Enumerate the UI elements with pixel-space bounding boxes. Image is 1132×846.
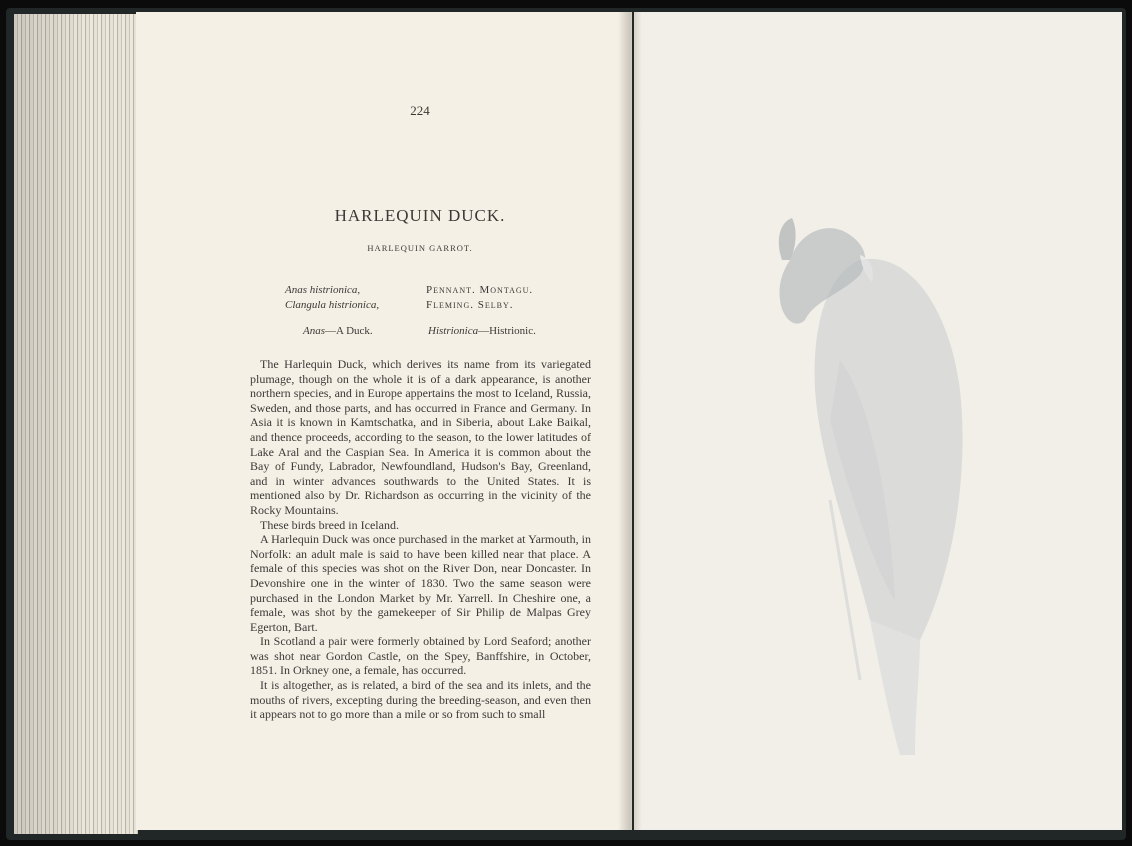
etymology-meaning: —Histrionic. (478, 325, 536, 337)
page-edges-shadow (14, 14, 138, 834)
chapter-subtitle: HARLEQUIN GARROT. (367, 243, 473, 253)
synonym-authors (426, 283, 533, 313)
etymology-term: Histrionica (428, 325, 479, 337)
page-number: 224 (410, 103, 430, 118)
paragraph: A Harlequin Duck was once purchased in the market at Yarmouth, in Norfolk: an adult male is said to have been killed near that place. A female of this species was shot on the River Don, near Doncaster. In Devonshire one in the winter of 1830. Two the same season were purchased in the London Market by Mr. Yarrell. In Cheshire one, a female, was shot by the gamekeeper of Sir Philip de Malpas Grey Egerton, Bart. (250, 532, 591, 634)
bird-tail (870, 620, 920, 755)
etymology-2 (428, 325, 536, 337)
paragraph: The Harlequin Duck, which derives its name from its variegated plumage, though on the whole it is of a dark appearance, is another northern species, and in Europe appertains the most to Iceland, Russia, Sweden, and those parts, and has occurred in France and Germany. In Asia it is known in Kamtschatka, and in Siberia, about Lake Baikal, and thence proceeds, according to the season, to the lower latitudes of Lake Aral and the Caspian Sea. In America it is common about the Bay of Fundy, Labrador, Newfoundland, Hudson's Bay, Greenland, and in winter advances southwards to the United States. It is mentioned also by Dr. Richardson as occurring in the vicinity of the Rocky Mountains. (250, 357, 591, 517)
etymology-1 (303, 325, 373, 337)
chapter-title: HARLEQUIN DUCK. (334, 206, 506, 225)
etymology-meaning: —A Duck. (325, 325, 373, 337)
book-gutter (618, 12, 642, 830)
synonym-name: Clangula histrionica, (285, 299, 380, 311)
synonym-name: Anas histrionica, (285, 284, 361, 296)
bird-plate-showthrough (720, 200, 980, 760)
bird-body (815, 259, 963, 658)
body-text (250, 357, 591, 722)
paragraph: It is altogether, as is related, a bird of the sea and its inlets, and the mouths of rivers, excepting during the breeding-season, and even then it appears not to go more than a mile or so from such to small (250, 678, 591, 722)
paragraph: These birds breed in Iceland. (260, 517, 399, 532)
synonym-authors: Fleming. Selby. (426, 299, 514, 311)
synonym-authors: Pennant. Montagu. (426, 284, 534, 296)
paragraph: In Scotland a pair were formerly obtained by Lord Seaford; another was shot near Gordon Castle, on the Spey, Banffshire, in October, 1851. In Orkney one, a female, has occurred. (250, 634, 591, 678)
synonym-names (285, 283, 379, 313)
etymology-term: Anas (303, 325, 325, 337)
